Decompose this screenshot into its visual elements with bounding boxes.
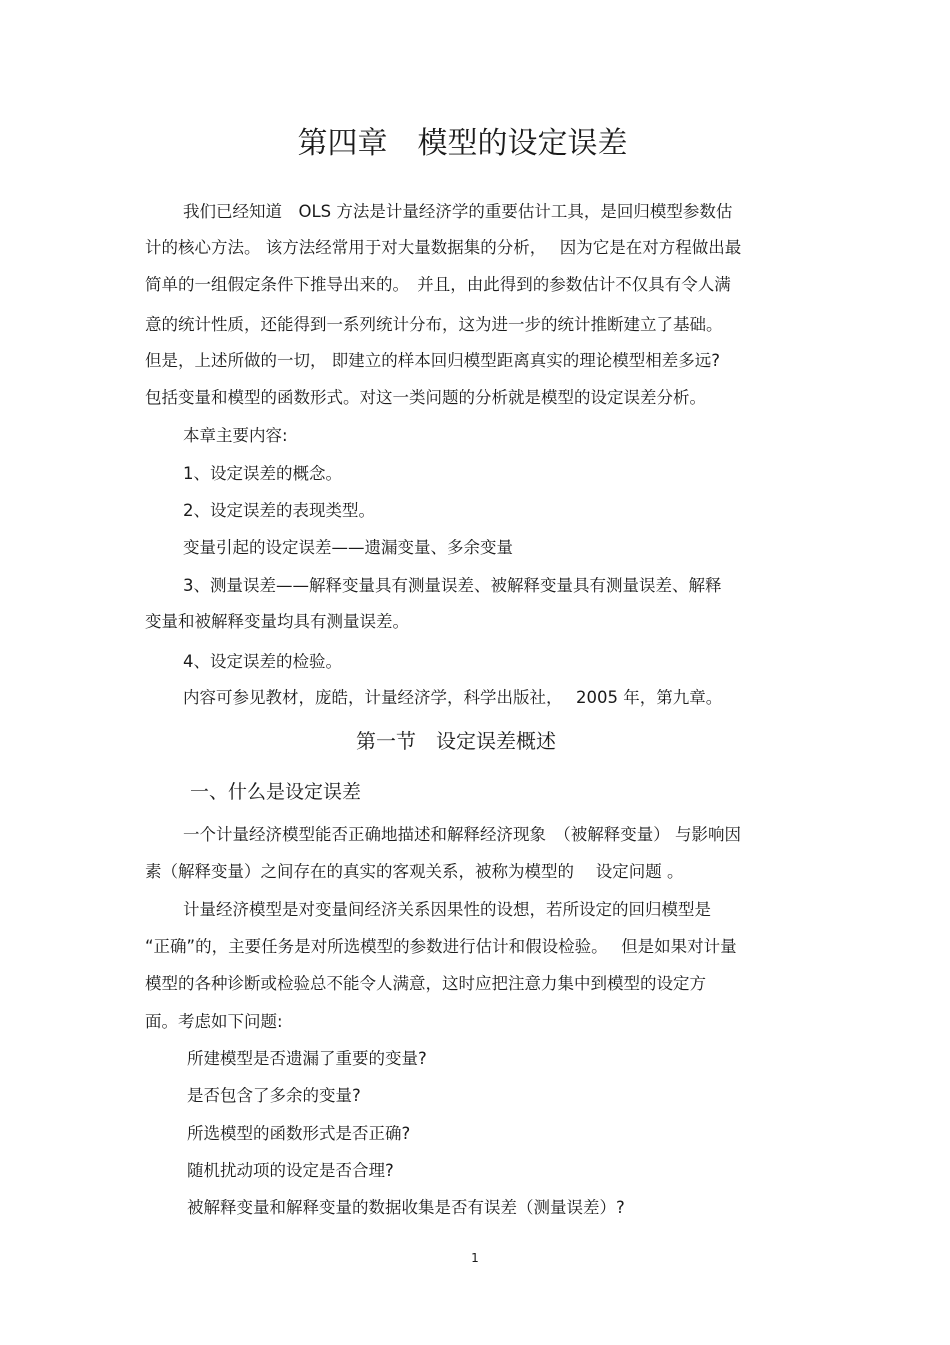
subsection-heading: 一、什么是设定误差 [190, 781, 362, 803]
list-item: 3、测量误差——解释变量具有测量误差、被解释变量具有测量误差、解释 [183, 576, 722, 595]
paragraph-line: 意的统计性质，还能得到一系列统计分布，这为进一步的统计推断建立了基础。 [145, 315, 723, 334]
paragraph-line: 计量经济模型是对变量间经济关系因果性的设想，若所设定的回归模型是 [183, 900, 711, 919]
list-item: 4、设定误差的检验。 [183, 652, 342, 671]
list-item: 1、设定误差的概念。 [183, 464, 342, 483]
paragraph-line: 一个计量经济模型能否正确地描述和解释经济现象 （被解释变量） 与影响因 [183, 825, 741, 844]
question-item: 是否包含了多余的变量? [187, 1086, 361, 1105]
paragraph-line: 但是，上述所做的一切， 即建立的样本回归模型距离真实的理论模型相差多远? [145, 351, 721, 370]
paragraph-line: 素（解释变量）之间存在的真实的客观关系，被称为模型的 设定问题 。 [145, 862, 684, 881]
question-item: 随机扰动项的设定是否合理? [187, 1161, 394, 1180]
section-heading: 第一节 设定误差概述 [356, 729, 556, 753]
paragraph-line: “正确”的，主要任务是对所选模型的参数进行估计和假设检验。 但是如果对计量 [145, 937, 737, 956]
paragraph-line: 我们已经知道 OLS 方法是计量经济学的重要估计工具，是回归模型参数估 [183, 202, 733, 221]
paragraph-line: 本章主要内容: [183, 426, 288, 445]
list-item: 2、设定误差的表现类型。 [183, 501, 375, 520]
page-number: 1 [471, 1251, 479, 1265]
paragraph-line: 简单的一组假定条件下推导出来的。 并且，由此得到的参数估计不仅具有令人满 [145, 275, 731, 294]
chapter-title: 第四章 模型的设定误差 [297, 126, 628, 161]
paragraph-line: 模型的各种诊断或检验总不能令人满意，这时应把注意力集中到模型的设定方 [145, 974, 706, 993]
paragraph-line: 面。考虑如下问题: [145, 1012, 283, 1031]
paragraph-line: 包括变量和模型的函数形式。对这一类问题的分析就是模型的设定误差分析。 [145, 388, 706, 407]
paragraph-line: 计的核心方法。 该方法经常用于对大量数据集的分析， 因为它是在对方程做出最 [145, 238, 742, 257]
paragraph-line: 变量和被解释变量均具有测量误差。 [145, 612, 409, 631]
question-item: 被解释变量和解释变量的数据收集是否有误差（测量误差）? [187, 1198, 625, 1217]
paragraph-line: 内容可参见教材，庞皓，计量经济学，科学出版社， 2005 年，第九章。 [183, 688, 723, 707]
paragraph-line: 变量引起的设定误差——遗漏变量、多余变量 [183, 538, 513, 557]
question-item: 所选模型的函数形式是否正确? [187, 1124, 411, 1143]
question-item: 所建模型是否遗漏了重要的变量? [187, 1049, 427, 1068]
